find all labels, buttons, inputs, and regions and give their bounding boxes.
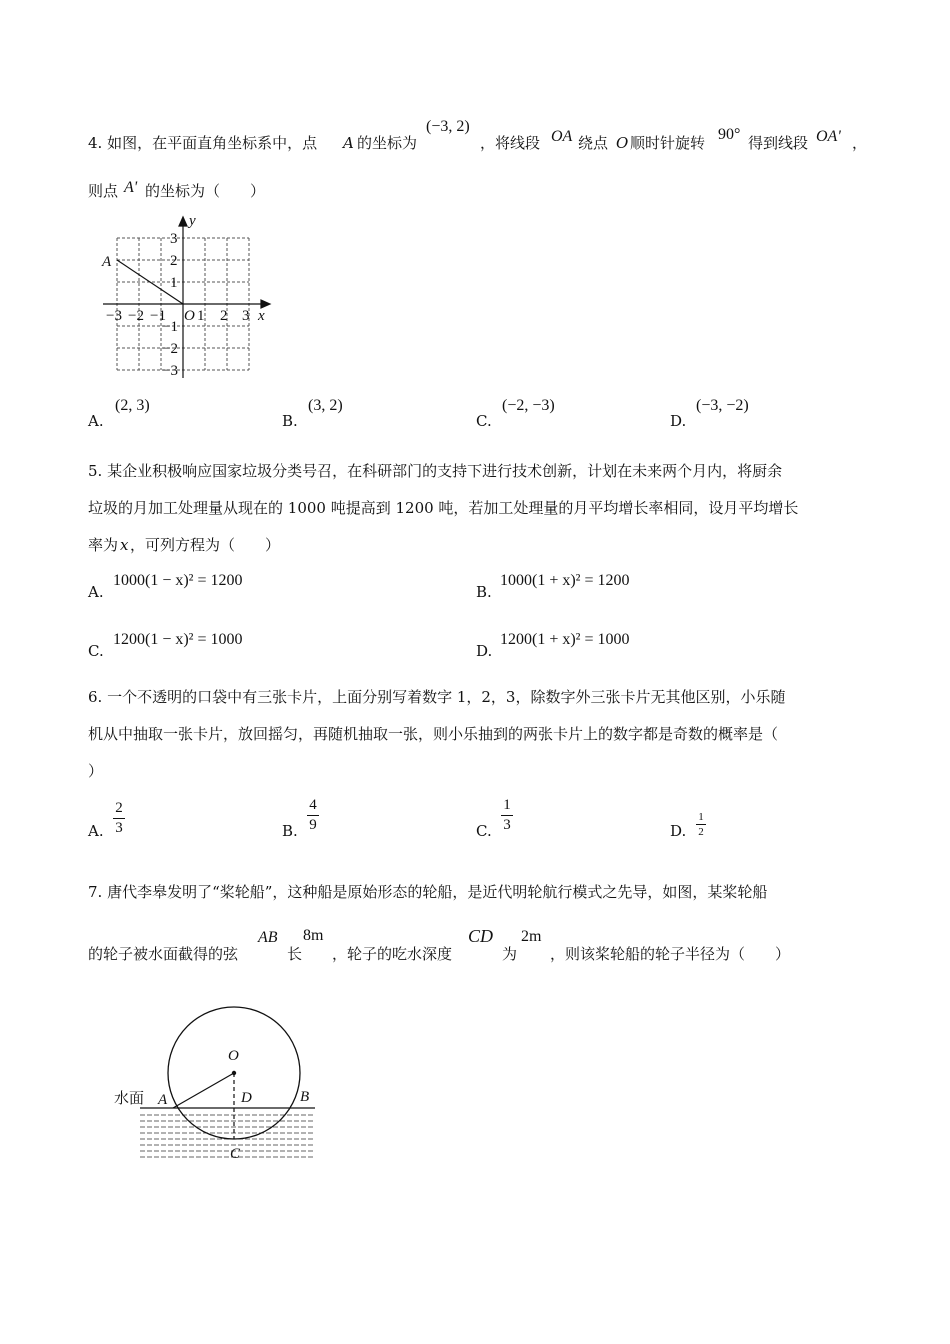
q6-option-a-fraction [113, 800, 125, 837]
q7-length: 8m [303, 927, 324, 944]
q4-point-o: O [616, 134, 629, 152]
q6-line3: ） [88, 762, 104, 780]
denominator: 9 [309, 817, 317, 833]
q5-text-b: ，可列方程为（ ） [130, 536, 281, 554]
q4-text-c: ，将线段 [480, 134, 541, 152]
x-tick-m2: −2 [128, 308, 144, 324]
q4-coord: (−3, 2) [426, 118, 470, 135]
q4-option-a-value: (2, 3) [115, 397, 150, 414]
y-axis-label: y [189, 213, 196, 229]
y-tick-3: 3 [170, 231, 178, 247]
q6-option-c-label: C. [476, 822, 492, 840]
q4-text-d: 绕点 [578, 134, 609, 152]
q4-point-a-prime: A' [124, 179, 138, 196]
q4-text-f: 得到线段 [748, 134, 809, 152]
q4-text-b: 的坐标为 [357, 134, 418, 152]
q5-option-a-value: 1000(1 − x)² = 1200 [113, 572, 243, 589]
numerator: 1 [503, 797, 511, 813]
q5-line1: 5. 某企业积极响应国家垃圾分类号召，在科研部门的支持下进行技术创新，计划在未来两个月内，将厨余 [88, 462, 783, 480]
y-tick-m2: −2 [162, 341, 178, 357]
q4-option-d-value: (−3, −2) [696, 397, 749, 414]
q7-text-c: ，轮子的吃水深度 [332, 945, 453, 963]
label-b: B [300, 1089, 310, 1105]
label-o: O [228, 1048, 239, 1064]
x-tick-m3: −3 [106, 308, 122, 324]
x-axis-arrow [261, 300, 270, 308]
q5-option-b-label: B. [476, 583, 492, 601]
q7-depth-cd: CD [468, 926, 494, 946]
x-tick-m1: −1 [150, 308, 166, 324]
q6-option-b-fraction [307, 797, 319, 834]
q7-wheel-figure [110, 980, 325, 1165]
q5-option-c-label: C. [88, 642, 104, 660]
y-tick-1: 1 [170, 275, 178, 291]
q7-text-a: 的轮子被水面截得的弦 [88, 945, 239, 963]
q4-coordinate-figure [98, 208, 283, 383]
q4-option-c-value: (−2, −3) [502, 397, 555, 414]
q5-option-c-value: 1200(1 − x)² = 1000 [113, 631, 243, 648]
numerator: 4 [309, 797, 317, 813]
origin-label: O [184, 308, 195, 324]
point-a-label: A [102, 254, 112, 270]
label-a: A [158, 1092, 168, 1108]
radius-oa [173, 1073, 234, 1108]
denominator: 2 [698, 826, 704, 838]
q6-option-d-fraction [696, 811, 706, 838]
numerator: 1 [698, 811, 704, 823]
q6-option-b-label: B. [282, 822, 298, 840]
q7-line1: 7. 唐代李皋发明了“桨轮船”，这种船是原始形态的轮船，是近代明轮航行模式之先导，如图，某桨轮船 [88, 883, 768, 901]
q5-line2: 垃圾的月加工处理量从现在的 1000 吨提高到 1200 吨，若加工处理量的月平均增长率相同，设月平均增长 [88, 499, 799, 517]
q6-line2: 机从中抽取一张卡片，放回摇匀，再随机抽取一张，则小乐抽到的两张卡片上的数字都是奇数的概率是（ [88, 725, 779, 743]
q5-var-x: x [120, 536, 129, 554]
q4-option-a-label: A. [88, 412, 104, 430]
label-c: C [230, 1146, 241, 1162]
q5-option-d-label: D. [476, 642, 493, 660]
y-axis-arrow [179, 217, 187, 226]
x-axis-label: x [258, 308, 265, 324]
q5-option-a-label: A. [88, 583, 104, 601]
y-tick-m3: −3 [162, 363, 178, 379]
q4-text-e: 顺时针旋转 [630, 134, 706, 152]
q4-option-c-label: C. [476, 412, 492, 430]
q6-option-a-label: A. [88, 822, 104, 840]
denominator: 3 [115, 820, 123, 836]
numerator: 2 [115, 800, 123, 816]
y-tick-2: 2 [170, 253, 178, 269]
x-tick-1: 1 [197, 308, 205, 324]
q7-depth-value: 2m [521, 928, 542, 945]
q7-text-b: 长 [287, 945, 303, 963]
label-water-surface: 水面 [114, 1089, 145, 1107]
q4-option-d-label: D. [670, 412, 687, 430]
q4-text-a: 4. 如图，在平面直角坐标系中，点 [88, 134, 318, 152]
q7-text-d: 为 [502, 945, 518, 963]
q4-seg-oa-prime: OA' [816, 128, 841, 145]
q6-option-c-fraction [501, 797, 513, 834]
q7-text-e: ，则该桨轮船的轮子半径为（ ） [550, 945, 791, 963]
q5-option-b-value: 1000(1 + x)² = 1200 [500, 572, 630, 589]
q4-option-b-label: B. [282, 412, 298, 430]
center-point [232, 1071, 236, 1075]
q6-option-d-label: D. [670, 822, 687, 840]
q4-seg-oa: OA [551, 128, 573, 145]
water-lines [140, 1115, 315, 1157]
label-d: D [241, 1090, 252, 1106]
q4-option-b-value: (3, 2) [308, 397, 343, 414]
q7-chord-ab: AB [258, 929, 278, 946]
q4-degree: 90° [718, 126, 741, 143]
q5-text-a: 率为 [88, 536, 119, 554]
q4-text-i: 的坐标为（ ） [145, 182, 266, 200]
q6-line1: 6. 一个不透明的口袋中有三张卡片，上面分别写着数字 1，2，3，除数字外三张卡片无其他区别，小乐随 [88, 688, 786, 706]
denominator: 3 [503, 817, 511, 833]
x-tick-3: 3 [242, 308, 250, 324]
y-tick-m1: −1 [162, 319, 178, 335]
q4-text-g: ， [852, 134, 868, 152]
q5-option-d-value: 1200(1 + x)² = 1000 [500, 631, 630, 648]
x-tick-2: 2 [220, 308, 228, 324]
q4-text-h: 则点 [88, 182, 119, 200]
q4-point-a: A [343, 134, 354, 152]
